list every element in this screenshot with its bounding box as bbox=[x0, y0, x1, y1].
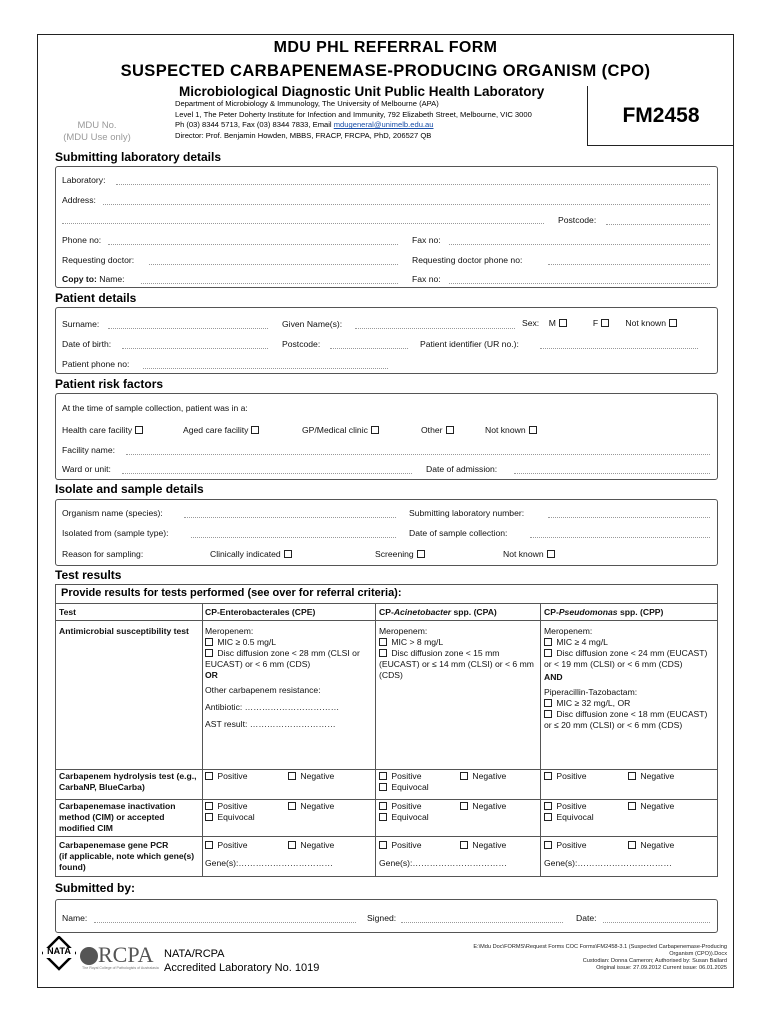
col-line bbox=[540, 603, 541, 876]
copy-name-label: Name: bbox=[99, 274, 125, 284]
signed-date-field[interactable] bbox=[603, 922, 710, 923]
cpp-ast: Meropenem: MIC ≥ 4 mg/L Disc diffusion zone < 24 mm (EUCAST) or < 19 mm (CLSI) or < 6 mm (CDS) AND Piperacillin-Tazobactam: MIC ≥ 32 mg/L, OR Disc diffusion zone < 18 mm (EUCAST) or ≤ 20 mm (CLSI) or < 6 mm (CDS) bbox=[544, 626, 708, 730]
pt-mic-checkbox[interactable] bbox=[544, 699, 552, 707]
laboratory-field[interactable] bbox=[116, 184, 710, 185]
document-info: E:\Mdu Doc\FORMS\Request Forms COC Forms\FM2458-3.1 (Suspected Carbapenemase-Producing Organism (CPO)).Docx Custodian: Donna Cameron; Authorised by: Susan Ballard Original issue: 27.09.2012 Current issue: 06.01.2025 bbox=[473, 944, 727, 971]
cpa-cim-equiv[interactable] bbox=[379, 813, 387, 821]
reason-label: Reason for sampling: bbox=[62, 549, 144, 559]
facility-label: Facility name: bbox=[62, 445, 116, 455]
cpa-genes-field[interactable]: Gene(s):…………………………… bbox=[379, 858, 507, 868]
section-risk: Patient risk factors bbox=[55, 377, 164, 391]
cpe-pcr-pos[interactable] bbox=[205, 841, 213, 849]
lab-address: Level 1, The Peter Doherty Institute for Infection and Immunity, 792 Elizabeth Street, Melbourne, VIC 3000 bbox=[175, 109, 532, 119]
cpa-cim-neg[interactable] bbox=[460, 802, 468, 810]
col-test: Test bbox=[59, 607, 77, 617]
phone-field[interactable] bbox=[108, 244, 398, 245]
screening-label: Screening bbox=[375, 549, 414, 559]
sex-nk-label: Not known bbox=[625, 318, 667, 328]
pcr-label: Carbapenemase gene PCR bbox=[59, 840, 169, 850]
cpe-disc-checkbox[interactable] bbox=[205, 649, 213, 657]
other-label: Other bbox=[421, 425, 443, 435]
antibiotic-field[interactable]: Antibiotic: …………………………… bbox=[205, 702, 340, 712]
isolated-label: Isolated from (sample type): bbox=[62, 528, 169, 538]
iso-nk-label: Not known bbox=[503, 549, 544, 559]
address-label: Address: bbox=[62, 195, 96, 205]
form-code: FM2458 bbox=[587, 86, 734, 146]
sex-f-label: F bbox=[592, 318, 599, 328]
row-line bbox=[56, 769, 717, 770]
ast-label: Antimicrobial susceptibility test bbox=[59, 626, 189, 636]
postcode-field[interactable] bbox=[606, 224, 710, 225]
col-cpa: CP-Acinetobacter spp. (CPA) bbox=[379, 607, 497, 617]
cpa-cim-pos[interactable] bbox=[379, 802, 387, 810]
cpp-hydro-pos[interactable] bbox=[544, 772, 552, 780]
pcr-note: (if applicable, note which gene(s) found) bbox=[59, 851, 195, 872]
fax-field[interactable] bbox=[449, 244, 710, 245]
copy-name-field[interactable] bbox=[141, 283, 398, 284]
cpp-mic-checkbox[interactable] bbox=[544, 638, 552, 646]
iso-nk-checkbox[interactable] bbox=[547, 550, 555, 558]
patient-phone-field[interactable] bbox=[143, 368, 388, 369]
cpe-ast: Meropenem: MIC ≥ 0.5 mg/L Disc diffusion zone < 28 mm (CLSI or EUCAST) or < 6 mm (CDS) OR Other carbapenem resistance: Antibiotic: …………………………… AST result: ………………………… bbox=[205, 626, 373, 730]
requesting-phone-field[interactable] bbox=[548, 264, 710, 265]
acf-checkbox[interactable] bbox=[251, 426, 259, 434]
risk-nk-label: Not known bbox=[485, 425, 526, 435]
section-tests: Test results bbox=[55, 568, 122, 582]
section-submitting: Submitting laboratory details bbox=[55, 150, 222, 164]
cpa-hydro-pos[interactable] bbox=[379, 772, 387, 780]
sex-f-checkbox[interactable] bbox=[601, 319, 609, 327]
lab-contact: Ph (03) 8344 5713, Fax (03) 8344 7833, Email mdugeneral@unimelb.edu.au bbox=[175, 120, 434, 130]
email-link[interactable]: mdugeneral@unimelb.edu.au bbox=[333, 120, 434, 130]
ast-result-field[interactable]: AST result: ………………………… bbox=[205, 719, 336, 729]
patient-phone-label: Patient phone no: bbox=[62, 359, 130, 369]
address-field[interactable] bbox=[103, 204, 710, 205]
cim-label: Carbapenemase inactivation method (CIM) or accepted modified CIM bbox=[59, 801, 176, 833]
lab-name: Microbiological Diagnostic Unit Public Health Laboratory bbox=[179, 84, 545, 99]
signed-label: Signed: bbox=[367, 913, 397, 923]
gp-checkbox[interactable] bbox=[371, 426, 379, 434]
lab-info bbox=[173, 84, 583, 141]
section-patient: Patient details bbox=[55, 291, 137, 305]
cpa-pcr-neg[interactable] bbox=[460, 841, 468, 849]
requesting-doctor-label: Requesting doctor: bbox=[62, 255, 135, 265]
cpa-ast: Meropenem: MIC > 8 mg/L Disc diffusion zone < 15 mm (EUCAST) or ≤ 14 mm (CLSI) or < 6 mm (CDS) bbox=[379, 626, 534, 680]
laboratory-label: Laboratory: bbox=[62, 175, 106, 185]
ur-field[interactable] bbox=[540, 348, 698, 349]
collection-date-label: Date of sample collection: bbox=[409, 528, 508, 538]
cpe-pcr-neg[interactable] bbox=[288, 841, 296, 849]
sex-nk-checkbox[interactable] bbox=[669, 319, 677, 327]
pt-disc-checkbox[interactable] bbox=[544, 710, 552, 718]
dob-field[interactable] bbox=[122, 348, 268, 349]
facility-field[interactable] bbox=[126, 454, 710, 455]
cpp-genes-field[interactable]: Gene(s):…………………………… bbox=[544, 858, 672, 868]
cpe-hydro-pos[interactable] bbox=[205, 772, 213, 780]
sub-no-label: Submitting laboratory number: bbox=[409, 508, 525, 518]
rcpa-subtitle: The Royal College of Pathologists of Australasia bbox=[82, 966, 159, 970]
signed-name-field[interactable] bbox=[94, 922, 356, 923]
sex-m-label: M bbox=[548, 318, 556, 328]
lab-dept: Department of Microbiology & Immunology, The University of Melbourne (APA) bbox=[175, 99, 439, 108]
admission-field[interactable] bbox=[514, 473, 710, 474]
accreditation-1: NATA/RCPA bbox=[164, 948, 225, 960]
copy-fax-label: Fax no: bbox=[412, 274, 441, 284]
col-line bbox=[375, 603, 376, 876]
col-cpe: CP-Enterobacterales (CPE) bbox=[205, 607, 316, 617]
form-title: MDU PHL REFERRAL FORM bbox=[273, 39, 498, 56]
clinical-label: Clinically indicated bbox=[210, 549, 281, 559]
patient-postcode-label: Postcode: bbox=[282, 339, 321, 349]
copy-fax-field[interactable] bbox=[449, 283, 710, 284]
phone-label: Phone no: bbox=[62, 235, 102, 245]
sex-label: Sex: bbox=[522, 318, 540, 328]
organism-field[interactable] bbox=[184, 517, 396, 518]
surname-field[interactable] bbox=[108, 328, 268, 329]
accreditation-2: Accredited Laboratory No. 1019 bbox=[164, 962, 320, 974]
header-block bbox=[37, 84, 734, 148]
sex-m-checkbox[interactable] bbox=[559, 319, 567, 327]
cpp-disc-checkbox[interactable] bbox=[544, 649, 552, 657]
cpe-hydro-neg[interactable] bbox=[288, 772, 296, 780]
cpa-disc-checkbox[interactable] bbox=[379, 649, 387, 657]
risk-nk-checkbox[interactable] bbox=[529, 426, 537, 434]
screening-checkbox[interactable] bbox=[417, 550, 425, 558]
ur-label: Patient identifier (UR no.): bbox=[420, 339, 519, 349]
signed-name-label: Name: bbox=[62, 913, 88, 923]
risk-intro: At the time of sample collection, patient was in a: bbox=[62, 403, 248, 413]
cpp-pcr-neg[interactable] bbox=[628, 841, 636, 849]
organism-label: Organism name (species): bbox=[62, 508, 163, 518]
ward-label: Ward or unit: bbox=[62, 464, 111, 474]
row-line bbox=[56, 836, 717, 837]
patient-postcode-field[interactable] bbox=[330, 348, 408, 349]
surname-label: Surname: bbox=[62, 319, 100, 329]
gp-label: GP/Medical clinic bbox=[302, 425, 368, 435]
postcode-label: Postcode: bbox=[558, 215, 597, 225]
tests-header: Provide results for tests performed (see over for referral criteria): bbox=[61, 587, 402, 599]
signed-date-label: Date: bbox=[576, 913, 597, 923]
cpp-cim-equiv[interactable] bbox=[544, 813, 552, 821]
other-checkbox[interactable] bbox=[446, 426, 454, 434]
dob-label: Date of birth: bbox=[62, 339, 112, 349]
cpp-cim-pos[interactable] bbox=[544, 802, 552, 810]
collection-date-field[interactable] bbox=[530, 537, 710, 538]
hcf-label: Health care facility bbox=[62, 425, 133, 435]
hcf-checkbox[interactable] bbox=[135, 426, 143, 434]
cpe-cim-equiv[interactable] bbox=[205, 813, 213, 821]
cpp-cim-neg[interactable] bbox=[628, 802, 636, 810]
cpe-genes-field[interactable]: Gene(s):…………………………… bbox=[205, 858, 333, 868]
cpe-cim-pos[interactable] bbox=[205, 802, 213, 810]
lab-director: Director: Prof. Benjamin Howden, MBBS, FRACP, FRCPA, PhD, 206527 QB bbox=[175, 130, 432, 140]
given-name-label: Given Name(s): bbox=[282, 319, 343, 329]
given-name-field[interactable] bbox=[355, 328, 515, 329]
admission-label: Date of admission: bbox=[426, 464, 498, 474]
cpp-hydro-neg[interactable] bbox=[628, 772, 636, 780]
form-subtitle: SUSPECTED CARBAPENEMASE-PRODUCING ORGANISM (CPO) bbox=[120, 62, 651, 80]
rcpa-logo: RCPA bbox=[98, 942, 154, 967]
signed-field[interactable] bbox=[401, 922, 563, 923]
cpa-hydro-equiv[interactable] bbox=[379, 783, 387, 791]
hydro-label: Carbapenem hydrolysis test (e.g., CarbaNP, BlueCarba) bbox=[59, 771, 197, 792]
requesting-phone-label: Requesting doctor phone no: bbox=[412, 255, 523, 265]
rcpa-emblem bbox=[80, 947, 98, 965]
cpe-cim-neg[interactable] bbox=[288, 802, 296, 810]
cpa-mic-checkbox[interactable] bbox=[379, 638, 387, 646]
col-line bbox=[202, 603, 203, 876]
row-line bbox=[56, 799, 717, 800]
isolated-field[interactable] bbox=[191, 537, 396, 538]
cpe-mic-checkbox[interactable] bbox=[205, 638, 213, 646]
address-field-2[interactable] bbox=[62, 223, 544, 224]
acf-label: Aged care facility bbox=[183, 425, 249, 435]
row-line bbox=[56, 620, 717, 621]
ward-field[interactable] bbox=[122, 473, 412, 474]
clinical-checkbox[interactable] bbox=[284, 550, 292, 558]
section-submitted: Submitted by: bbox=[55, 881, 135, 895]
cpa-pcr-pos[interactable] bbox=[379, 841, 387, 849]
nata-logo: NATA bbox=[42, 936, 76, 976]
fax-label: Fax no: bbox=[412, 235, 441, 245]
cpa-hydro-neg[interactable] bbox=[460, 772, 468, 780]
col-cpp: CP-Pseudomonas spp. (CPP) bbox=[544, 607, 664, 617]
mdu-number: MDU No. (MDU Use only) bbox=[63, 120, 131, 143]
row-line bbox=[56, 603, 717, 604]
section-isolate: Isolate and sample details bbox=[55, 482, 204, 496]
requesting-doctor-field[interactable] bbox=[149, 264, 398, 265]
cpp-pcr-pos[interactable] bbox=[544, 841, 552, 849]
copy-to-label: Copy to: bbox=[62, 274, 97, 284]
sub-no-field[interactable] bbox=[548, 517, 710, 518]
